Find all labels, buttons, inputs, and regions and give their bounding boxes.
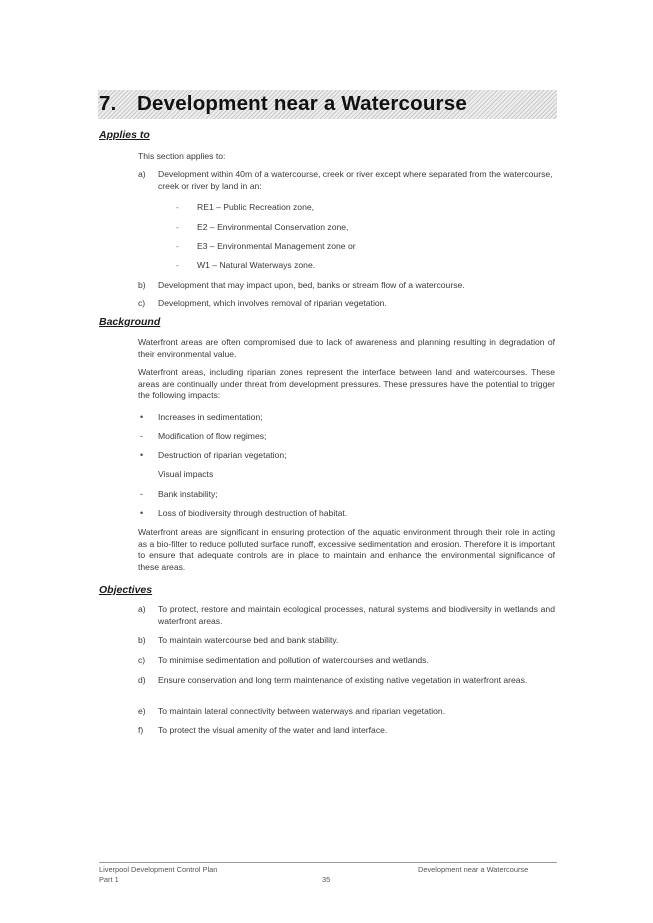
background-heading: Background xyxy=(99,316,161,328)
applies-to-heading: Applies to xyxy=(99,129,150,141)
objective-text: To minimise sedimentation and pollution of watercourses and wetlands. xyxy=(158,655,429,665)
objective-text: To protect the visual amenity of the water and land interface. xyxy=(158,725,388,735)
background-paragraph: Waterfront areas are significant in ensuring protection of the aquatic environment through their role in acting as a bio-filter to reduce polluted surface runoff, excessive sedimentation and erosion. Therefore it is important to ensure that adequate controls are in place to maintain and enhance the environmental significance of these areas. xyxy=(138,527,555,572)
footer-section-title: Development near a Watercourse xyxy=(418,865,529,874)
applies-item-label: a) xyxy=(138,169,146,179)
background-paragraph: Waterfront areas, including riparian zones represent the interface between land and watercourses. These areas are continually under threat from development pressures. These pressures have the potential to trigger the following impacts: xyxy=(138,367,555,401)
objective-text: To maintain lateral connectivity between waterways and riparian vegetation. xyxy=(158,706,446,716)
zone-bullet: - xyxy=(176,260,179,270)
applies-intro: This section applies to: xyxy=(138,151,226,161)
section-heading xyxy=(99,92,467,116)
objective-label: f) xyxy=(138,725,144,735)
impact-bullet: • xyxy=(140,450,144,460)
zone-item: E2 – Environmental Conservation zone, xyxy=(197,222,349,232)
impact-item: Modification of flow regimes; xyxy=(158,431,267,441)
footer-page-number: 35 xyxy=(322,875,331,884)
impact-item: Visual impacts xyxy=(158,469,214,479)
objectives-heading: Objectives xyxy=(99,584,153,596)
applies-item-label: b) xyxy=(138,280,146,290)
applies-item-text: Development, which involves removal of riparian vegetation. xyxy=(158,298,387,308)
footer-divider xyxy=(99,862,557,863)
zone-bullet: - xyxy=(176,241,179,251)
objective-label: c) xyxy=(138,655,146,665)
impact-item: Bank instability; xyxy=(158,489,218,499)
impact-bullet: - xyxy=(140,489,143,499)
zone-item: E3 – Environmental Management zone or xyxy=(197,241,356,251)
footer-part: Part 1 xyxy=(99,875,119,884)
impact-bullet: - xyxy=(140,431,143,441)
zone-item: RE1 – Public Recreation zone, xyxy=(197,202,315,212)
impact-bullet: • xyxy=(140,412,144,422)
background-paragraph: Waterfront areas are often compromised due to lack of awareness and planning resulting in degradation of their environmental value. xyxy=(138,337,555,359)
objective-label: d) xyxy=(138,675,146,685)
objective-text: To maintain watercourse bed and bank stability. xyxy=(158,635,339,645)
zone-item: W1 – Natural Waterways zone. xyxy=(197,260,316,270)
applies-item-text: Development that may impact upon, bed, banks or stream flow of a watercourse. xyxy=(158,280,465,290)
objective-text: To protect, restore and maintain ecological processes, natural systems and biodiversity in wetlands and waterfront areas. xyxy=(158,604,555,626)
objective-text: Ensure conservation and long term maintenance of existing native vegetation in waterfront areas. xyxy=(158,675,528,685)
objective-label: e) xyxy=(138,706,146,716)
objective-label: b) xyxy=(138,635,146,645)
footer-document-title: Liverpool Development Control Plan xyxy=(99,865,218,874)
objective-label: a) xyxy=(138,604,146,614)
applies-item-text: Development within 40m of a watercourse, creek or river except where separated from the watercourse, creek or river by land in an: xyxy=(158,169,553,191)
section-number: 7. xyxy=(99,92,117,115)
impact-item: Increases in sedimentation; xyxy=(158,412,263,422)
section-title: Development near a Watercourse xyxy=(137,92,467,115)
zone-bullet: - xyxy=(176,222,179,232)
impact-item: Loss of biodiversity through destruction of habitat. xyxy=(158,508,348,518)
zone-bullet: - xyxy=(176,202,179,212)
applies-item-label: c) xyxy=(138,298,146,308)
impact-item: Destruction of riparian vegetation; xyxy=(158,450,287,460)
impact-bullet: • xyxy=(140,508,144,518)
